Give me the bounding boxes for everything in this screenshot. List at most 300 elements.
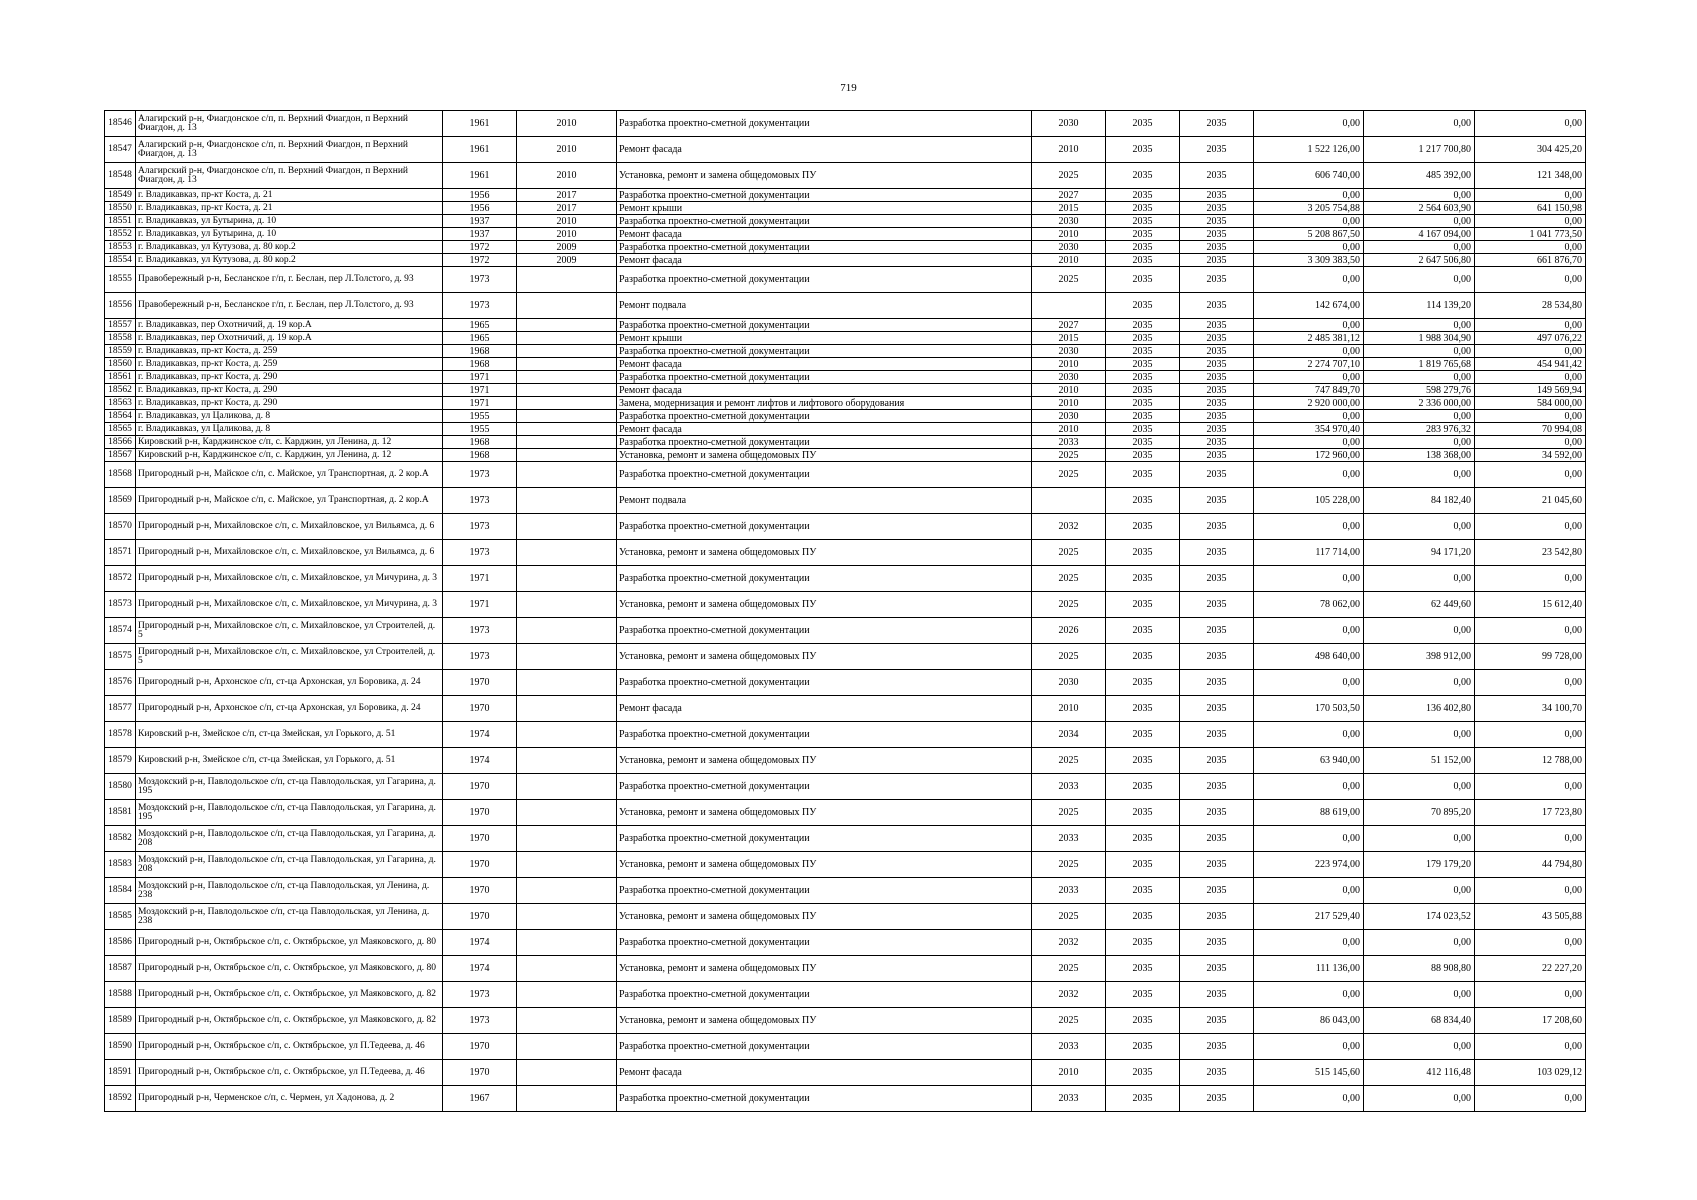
- total-cost-cell: 223 974,00: [1254, 852, 1364, 878]
- row-number: 18563: [105, 397, 136, 410]
- period-end-cell: 2035: [1180, 1034, 1254, 1060]
- period-start-cell: 2035: [1106, 904, 1180, 930]
- build-year-cell: 1970: [443, 800, 517, 826]
- last-repair-year-cell: [517, 800, 617, 826]
- address-cell: Моздокский р-н, Павлодольское с/п, ст-ца Павлодольская, ул Гагарина, д. 208: [136, 826, 443, 852]
- row-number: 18581: [105, 800, 136, 826]
- period-start-cell: 2035: [1106, 358, 1180, 371]
- period-start-cell: 2035: [1106, 1008, 1180, 1034]
- work-type-cell: Разработка проектно-сметной документации: [617, 1086, 1032, 1112]
- table-row: [105, 1060, 1586, 1086]
- address-cell: г. Владикавказ, ул Цаликова, д. 8: [136, 410, 443, 423]
- plan-year-cell: 2010: [1032, 423, 1106, 436]
- row-number: 18578: [105, 722, 136, 748]
- period-start-cell: 2035: [1106, 293, 1180, 319]
- work-type-cell: Установка, ремонт и замена общедомовых ПУ: [617, 1008, 1032, 1034]
- work-type-cell: Разработка проектно-сметной документации: [617, 774, 1032, 800]
- period-start-cell: 2035: [1106, 592, 1180, 618]
- table-row: [105, 241, 1586, 254]
- total-cost-cell: 0,00: [1254, 241, 1364, 254]
- build-year-cell: 1974: [443, 956, 517, 982]
- period-end-cell: 2035: [1180, 293, 1254, 319]
- period-end-cell: 2035: [1180, 1060, 1254, 1086]
- plan-year-cell: 2025: [1032, 1008, 1106, 1034]
- period-end-cell: 2035: [1180, 410, 1254, 423]
- period-start-cell: 2035: [1106, 228, 1180, 241]
- table-row: [105, 956, 1586, 982]
- total-cost-cell: 747 849,70: [1254, 384, 1364, 397]
- fund-cost-cell: 114 139,20: [1364, 293, 1475, 319]
- table-row: [105, 358, 1586, 371]
- address-cell: Пригородный р-н, Архонское с/п, ст-ца Архонская, ул Боровика, д. 24: [136, 670, 443, 696]
- owner-cost-cell: 0,00: [1475, 670, 1586, 696]
- plan-year-cell: 2030: [1032, 410, 1106, 423]
- table-row: [105, 644, 1586, 670]
- plan-year-cell: 2030: [1032, 670, 1106, 696]
- address-cell: Пригородный р-н, Октябрьское с/п, с. Октябрьское, ул П.Тедеева, д. 46: [136, 1034, 443, 1060]
- table-row: [105, 215, 1586, 228]
- owner-cost-cell: 15 612,40: [1475, 592, 1586, 618]
- plan-year-cell: 2033: [1032, 774, 1106, 800]
- fund-cost-cell: 138 368,00: [1364, 449, 1475, 462]
- address-cell: Алагирский р-н, Фиагдонское с/п, п. Верхний Фиагдон, п Верхний Фиагдон, д. 13: [136, 111, 443, 137]
- owner-cost-cell: 0,00: [1475, 1034, 1586, 1060]
- address-cell: Пригородный р-н, Майское с/п, с. Майское, ул Транспортная, д. 2 кор.А: [136, 488, 443, 514]
- owner-cost-cell: 43 505,88: [1475, 904, 1586, 930]
- fund-cost-cell: 0,00: [1364, 371, 1475, 384]
- work-type-cell: Разработка проектно-сметной документации: [617, 566, 1032, 592]
- total-cost-cell: 0,00: [1254, 462, 1364, 488]
- row-number: 18551: [105, 215, 136, 228]
- plan-year-cell: 2030: [1032, 345, 1106, 358]
- table-row: [105, 163, 1586, 189]
- table-row: [105, 293, 1586, 319]
- table-row: [105, 384, 1586, 397]
- total-cost-cell: 117 714,00: [1254, 540, 1364, 566]
- work-type-cell: Установка, ремонт и замена общедомовых ПУ: [617, 904, 1032, 930]
- table-row: [105, 319, 1586, 332]
- period-end-cell: 2035: [1180, 592, 1254, 618]
- plan-year-cell: 2010: [1032, 137, 1106, 163]
- row-number: 18573: [105, 592, 136, 618]
- last-repair-year-cell: [517, 982, 617, 1008]
- last-repair-year-cell: [517, 345, 617, 358]
- total-cost-cell: 0,00: [1254, 1086, 1364, 1112]
- fund-cost-cell: 0,00: [1364, 345, 1475, 358]
- row-number: 18554: [105, 254, 136, 267]
- table-row: [105, 462, 1586, 488]
- table-row: [105, 696, 1586, 722]
- plan-year-cell: 2034: [1032, 722, 1106, 748]
- row-number: 18558: [105, 332, 136, 345]
- address-cell: Пригородный р-н, Михайловское с/п, с. Михайловское, ул Вильямса, д. 6: [136, 514, 443, 540]
- fund-cost-cell: 412 116,48: [1364, 1060, 1475, 1086]
- fund-cost-cell: 0,00: [1364, 930, 1475, 956]
- owner-cost-cell: 70 994,08: [1475, 423, 1586, 436]
- period-end-cell: 2035: [1180, 228, 1254, 241]
- period-end-cell: 2035: [1180, 462, 1254, 488]
- total-cost-cell: 1 522 126,00: [1254, 137, 1364, 163]
- period-start-cell: 2035: [1106, 1086, 1180, 1112]
- address-cell: Пригородный р-н, Михайловское с/п, с. Михайловское, ул Вильямса, д. 6: [136, 540, 443, 566]
- table-row: [105, 540, 1586, 566]
- total-cost-cell: 0,00: [1254, 722, 1364, 748]
- fund-cost-cell: 94 171,20: [1364, 540, 1475, 566]
- build-year-cell: 1968: [443, 345, 517, 358]
- address-cell: г. Владикавказ, пр-кт Коста, д. 259: [136, 345, 443, 358]
- address-cell: г. Владикавказ, пр-кт Коста, д. 21: [136, 189, 443, 202]
- period-start-cell: 2035: [1106, 371, 1180, 384]
- plan-year-cell: 2025: [1032, 540, 1106, 566]
- fund-cost-cell: 0,00: [1364, 514, 1475, 540]
- plan-year-cell: 2015: [1032, 202, 1106, 215]
- fund-cost-cell: 136 402,80: [1364, 696, 1475, 722]
- last-repair-year-cell: [517, 358, 617, 371]
- build-year-cell: 1971: [443, 371, 517, 384]
- fund-cost-cell: 485 392,00: [1364, 163, 1475, 189]
- build-year-cell: 1973: [443, 488, 517, 514]
- work-type-cell: Замена, модернизация и ремонт лифтов и лифтового оборудования: [617, 397, 1032, 410]
- total-cost-cell: 0,00: [1254, 566, 1364, 592]
- row-number: 18583: [105, 852, 136, 878]
- row-number: 18555: [105, 267, 136, 293]
- work-type-cell: Разработка проектно-сметной документации: [617, 319, 1032, 332]
- fund-cost-cell: 0,00: [1364, 1034, 1475, 1060]
- work-type-cell: Ремонт фасада: [617, 358, 1032, 371]
- build-year-cell: 1961: [443, 137, 517, 163]
- plan-year-cell: 2010: [1032, 384, 1106, 397]
- table-row: [105, 722, 1586, 748]
- last-repair-year-cell: 2010: [517, 137, 617, 163]
- fund-cost-cell: 179 179,20: [1364, 852, 1475, 878]
- owner-cost-cell: 0,00: [1475, 826, 1586, 852]
- owner-cost-cell: 0,00: [1475, 267, 1586, 293]
- table-row: [105, 670, 1586, 696]
- table-row: [105, 982, 1586, 1008]
- table-row: [105, 1034, 1586, 1060]
- fund-cost-cell: 1 217 700,80: [1364, 137, 1475, 163]
- total-cost-cell: 2 485 381,12: [1254, 332, 1364, 345]
- work-type-cell: Ремонт подвала: [617, 488, 1032, 514]
- plan-year-cell: 2030: [1032, 371, 1106, 384]
- owner-cost-cell: 34 592,00: [1475, 449, 1586, 462]
- fund-cost-cell: 51 152,00: [1364, 748, 1475, 774]
- fund-cost-cell: 174 023,52: [1364, 904, 1475, 930]
- last-repair-year-cell: [517, 696, 617, 722]
- build-year-cell: 1973: [443, 293, 517, 319]
- row-number: 18569: [105, 488, 136, 514]
- period-end-cell: 2035: [1180, 800, 1254, 826]
- period-end-cell: 2035: [1180, 137, 1254, 163]
- last-repair-year-cell: [517, 748, 617, 774]
- owner-cost-cell: 0,00: [1475, 514, 1586, 540]
- row-number: 18568: [105, 462, 136, 488]
- table-row: [105, 410, 1586, 423]
- row-number: 18576: [105, 670, 136, 696]
- build-year-cell: 1956: [443, 189, 517, 202]
- address-cell: Правобережный р-н, Беcланское г/п, г. Беслан, пер Л.Толстого, д. 93: [136, 293, 443, 319]
- plan-year-cell: 2015: [1032, 332, 1106, 345]
- period-end-cell: 2035: [1180, 163, 1254, 189]
- table-row: [105, 514, 1586, 540]
- work-type-cell: Установка, ремонт и замена общедомовых ПУ: [617, 800, 1032, 826]
- work-type-cell: Разработка проектно-сметной документации: [617, 111, 1032, 137]
- build-year-cell: 1968: [443, 449, 517, 462]
- table-row: [105, 254, 1586, 267]
- owner-cost-cell: 641 150,98: [1475, 202, 1586, 215]
- total-cost-cell: 111 136,00: [1254, 956, 1364, 982]
- period-start-cell: 2035: [1106, 163, 1180, 189]
- address-cell: Моздокский р-н, Павлодольское с/п, ст-ца Павлодольская, ул Гагарина, д. 195: [136, 774, 443, 800]
- address-cell: Моздокский р-н, Павлодольское с/п, ст-ца Павлодольская, ул Гагарина, д. 208: [136, 852, 443, 878]
- work-type-cell: Разработка проектно-сметной документации: [617, 878, 1032, 904]
- last-repair-year-cell: [517, 384, 617, 397]
- table-row: [105, 423, 1586, 436]
- build-year-cell: 1971: [443, 592, 517, 618]
- period-end-cell: 2035: [1180, 904, 1254, 930]
- build-year-cell: 1971: [443, 566, 517, 592]
- plan-year-cell: 2033: [1032, 436, 1106, 449]
- period-start-cell: 2035: [1106, 618, 1180, 644]
- address-cell: Пригородный р-н, Михайловское с/п, с. Михайловское, ул Мичурина, д. 3: [136, 566, 443, 592]
- period-end-cell: 2035: [1180, 189, 1254, 202]
- period-start-cell: 2035: [1106, 267, 1180, 293]
- build-year-cell: 1970: [443, 904, 517, 930]
- plan-year-cell: 2027: [1032, 189, 1106, 202]
- owner-cost-cell: 22 227,20: [1475, 956, 1586, 982]
- table-row: [105, 774, 1586, 800]
- plan-year-cell: 2032: [1032, 514, 1106, 540]
- build-year-cell: 1970: [443, 1034, 517, 1060]
- plan-year-cell: [1032, 488, 1106, 514]
- period-end-cell: 2035: [1180, 202, 1254, 215]
- build-year-cell: 1973: [443, 1008, 517, 1034]
- table-row: [105, 202, 1586, 215]
- period-start-cell: 2035: [1106, 800, 1180, 826]
- table-row: [105, 748, 1586, 774]
- fund-cost-cell: 0,00: [1364, 462, 1475, 488]
- period-end-cell: 2035: [1180, 748, 1254, 774]
- address-cell: Пригородный р-н, Октябрьское с/п, с. Октябрьское, ул Маяковского, д. 82: [136, 1008, 443, 1034]
- row-number: 18574: [105, 618, 136, 644]
- table-row: [105, 137, 1586, 163]
- work-type-cell: Установка, ремонт и замена общедомовых ПУ: [617, 644, 1032, 670]
- fund-cost-cell: 0,00: [1364, 982, 1475, 1008]
- build-year-cell: 1973: [443, 540, 517, 566]
- last-repair-year-cell: 2017: [517, 202, 617, 215]
- last-repair-year-cell: [517, 514, 617, 540]
- last-repair-year-cell: 2010: [517, 215, 617, 228]
- owner-cost-cell: 0,00: [1475, 371, 1586, 384]
- owner-cost-cell: 17 723,80: [1475, 800, 1586, 826]
- last-repair-year-cell: [517, 1086, 617, 1112]
- last-repair-year-cell: [517, 462, 617, 488]
- work-type-cell: Ремонт крыши: [617, 332, 1032, 345]
- build-year-cell: 1955: [443, 423, 517, 436]
- work-type-cell: Ремонт фасада: [617, 423, 1032, 436]
- work-type-cell: Установка, ремонт и замена общедомовых ПУ: [617, 449, 1032, 462]
- row-number: 18571: [105, 540, 136, 566]
- period-start-cell: 2035: [1106, 137, 1180, 163]
- row-number: 18591: [105, 1060, 136, 1086]
- work-type-cell: Установка, ремонт и замена общедомовых ПУ: [617, 748, 1032, 774]
- owner-cost-cell: 23 542,80: [1475, 540, 1586, 566]
- fund-cost-cell: 1 819 765,68: [1364, 358, 1475, 371]
- address-cell: г. Владикавказ, ул Кутузова, д. 80 кор.2: [136, 241, 443, 254]
- row-number: 18582: [105, 826, 136, 852]
- row-number: 18562: [105, 384, 136, 397]
- row-number: 18557: [105, 319, 136, 332]
- plan-year-cell: 2033: [1032, 1034, 1106, 1060]
- total-cost-cell: 105 228,00: [1254, 488, 1364, 514]
- address-cell: Кировский р-н, Змейское с/п, ст-ца Змейская, ул Горького, д. 51: [136, 748, 443, 774]
- total-cost-cell: 142 674,00: [1254, 293, 1364, 319]
- row-number: 18588: [105, 982, 136, 1008]
- fund-cost-cell: 0,00: [1364, 618, 1475, 644]
- fund-cost-cell: 0,00: [1364, 878, 1475, 904]
- last-repair-year-cell: [517, 488, 617, 514]
- owner-cost-cell: 0,00: [1475, 436, 1586, 449]
- last-repair-year-cell: [517, 722, 617, 748]
- total-cost-cell: 0,00: [1254, 774, 1364, 800]
- plan-year-cell: 2025: [1032, 904, 1106, 930]
- table-row: [105, 592, 1586, 618]
- row-number: 18566: [105, 436, 136, 449]
- plan-year-cell: 2033: [1032, 826, 1106, 852]
- fund-cost-cell: 0,00: [1364, 670, 1475, 696]
- address-cell: Кировский р-н, Змейское с/п, ст-ца Змейская, ул Горького, д. 51: [136, 722, 443, 748]
- build-year-cell: 1973: [443, 514, 517, 540]
- table-row: [105, 189, 1586, 202]
- total-cost-cell: 606 740,00: [1254, 163, 1364, 189]
- last-repair-year-cell: [517, 592, 617, 618]
- period-end-cell: 2035: [1180, 332, 1254, 345]
- address-cell: Пригородный р-н, Михайловское с/п, с. Михайловское, ул Мичурина, д. 3: [136, 592, 443, 618]
- plan-year-cell: 2025: [1032, 267, 1106, 293]
- table-row: [105, 436, 1586, 449]
- address-cell: г. Владикавказ, пр-кт Коста, д. 259: [136, 358, 443, 371]
- period-end-cell: 2035: [1180, 618, 1254, 644]
- work-type-cell: Ремонт фасада: [617, 696, 1032, 722]
- last-repair-year-cell: 2017: [517, 189, 617, 202]
- owner-cost-cell: 0,00: [1475, 241, 1586, 254]
- total-cost-cell: 170 503,50: [1254, 696, 1364, 722]
- period-start-cell: 2035: [1106, 540, 1180, 566]
- period-start-cell: 2035: [1106, 332, 1180, 345]
- last-repair-year-cell: [517, 878, 617, 904]
- address-cell: Пригородный р-н, Михайловское с/п, с. Михайловское, ул Строителей, д. 5: [136, 618, 443, 644]
- build-year-cell: 1956: [443, 202, 517, 215]
- row-number: 18546: [105, 111, 136, 137]
- fund-cost-cell: 0,00: [1364, 774, 1475, 800]
- owner-cost-cell: 99 728,00: [1475, 644, 1586, 670]
- fund-cost-cell: 0,00: [1364, 826, 1475, 852]
- owner-cost-cell: 103 029,12: [1475, 1060, 1586, 1086]
- fund-cost-cell: 0,00: [1364, 241, 1475, 254]
- period-start-cell: 2035: [1106, 254, 1180, 267]
- fund-cost-cell: 68 834,40: [1364, 1008, 1475, 1034]
- work-type-cell: Ремонт крыши: [617, 202, 1032, 215]
- fund-cost-cell: 0,00: [1364, 267, 1475, 293]
- table-row: [105, 618, 1586, 644]
- period-end-cell: 2035: [1180, 449, 1254, 462]
- last-repair-year-cell: 2009: [517, 241, 617, 254]
- last-repair-year-cell: [517, 618, 617, 644]
- build-year-cell: 1971: [443, 397, 517, 410]
- period-start-cell: 2035: [1106, 449, 1180, 462]
- period-end-cell: 2035: [1180, 384, 1254, 397]
- owner-cost-cell: 0,00: [1475, 982, 1586, 1008]
- row-number: 18559: [105, 345, 136, 358]
- build-year-cell: 1937: [443, 215, 517, 228]
- owner-cost-cell: 0,00: [1475, 930, 1586, 956]
- table-row: [105, 566, 1586, 592]
- address-cell: Правобережный р-н, Беcланское г/п, г. Беслан, пер Л.Толстого, д. 93: [136, 267, 443, 293]
- row-number: 18552: [105, 228, 136, 241]
- plan-year-cell: 2010: [1032, 228, 1106, 241]
- build-year-cell: 1973: [443, 618, 517, 644]
- owner-cost-cell: 0,00: [1475, 618, 1586, 644]
- work-type-cell: Разработка проектно-сметной документации: [617, 722, 1032, 748]
- table-row: [105, 371, 1586, 384]
- period-start-cell: 2035: [1106, 488, 1180, 514]
- total-cost-cell: 354 970,40: [1254, 423, 1364, 436]
- fund-cost-cell: 0,00: [1364, 189, 1475, 202]
- period-start-cell: 2035: [1106, 722, 1180, 748]
- fund-cost-cell: 598 279,76: [1364, 384, 1475, 397]
- build-year-cell: 1970: [443, 878, 517, 904]
- plan-year-cell: 2033: [1032, 878, 1106, 904]
- owner-cost-cell: 12 788,00: [1475, 748, 1586, 774]
- period-end-cell: 2035: [1180, 345, 1254, 358]
- owner-cost-cell: 0,00: [1475, 345, 1586, 358]
- row-number: 18585: [105, 904, 136, 930]
- last-repair-year-cell: [517, 670, 617, 696]
- build-year-cell: 1970: [443, 826, 517, 852]
- period-start-cell: 2035: [1106, 956, 1180, 982]
- period-end-cell: 2035: [1180, 878, 1254, 904]
- row-number: 18553: [105, 241, 136, 254]
- period-start-cell: 2035: [1106, 410, 1180, 423]
- row-number: 18580: [105, 774, 136, 800]
- address-cell: Кировский р-н, Карджинское с/п, с. Карджин, ул Ленина, д. 12: [136, 449, 443, 462]
- plan-year-cell: 2010: [1032, 254, 1106, 267]
- total-cost-cell: 0,00: [1254, 930, 1364, 956]
- last-repair-year-cell: [517, 423, 617, 436]
- build-year-cell: 1974: [443, 722, 517, 748]
- row-number: 18567: [105, 449, 136, 462]
- fund-cost-cell: 70 895,20: [1364, 800, 1475, 826]
- period-start-cell: 2035: [1106, 1034, 1180, 1060]
- total-cost-cell: 3 205 754,88: [1254, 202, 1364, 215]
- table-row: [105, 267, 1586, 293]
- last-repair-year-cell: [517, 1008, 617, 1034]
- period-start-cell: 2035: [1106, 826, 1180, 852]
- period-start-cell: 2035: [1106, 566, 1180, 592]
- last-repair-year-cell: [517, 956, 617, 982]
- period-end-cell: 2035: [1180, 358, 1254, 371]
- period-end-cell: 2035: [1180, 956, 1254, 982]
- owner-cost-cell: 304 425,20: [1475, 137, 1586, 163]
- total-cost-cell: 217 529,40: [1254, 904, 1364, 930]
- fund-cost-cell: 2 336 000,00: [1364, 397, 1475, 410]
- period-start-cell: 2035: [1106, 215, 1180, 228]
- total-cost-cell: 88 619,00: [1254, 800, 1364, 826]
- total-cost-cell: 0,00: [1254, 267, 1364, 293]
- owner-cost-cell: 149 569,94: [1475, 384, 1586, 397]
- last-repair-year-cell: [517, 566, 617, 592]
- address-cell: Моздокский р-н, Павлодольское с/п, ст-ца Павлодольская, ул Ленина, д. 238: [136, 904, 443, 930]
